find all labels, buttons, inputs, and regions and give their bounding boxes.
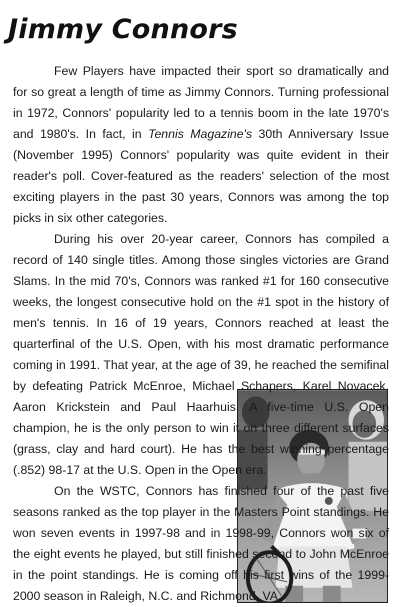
magazine-name: Tennis Magazine's <box>148 127 253 141</box>
article-title: Jimmy Connors <box>8 14 238 45</box>
article-body <box>13 61 389 607</box>
paragraph-career: During his over 20-year career, Connors has compiled a record of 140 single titles. Among those singles victories are Grand Slams. In the mid 70's, Connors was ranked #1 for 160 consecutive weeks, the longest consecutive hold on the #1 spot in the history of men's tennis. In 16 of 19 years, Connors reached at least the quarterfinal of the U.S. Open, with his most dramatic performance coming in 1991. That year, at the age of 39, he reached the semifinal by defeating Patrick McEnroe, Michael Schapers, Karel Novacek, Aaron Krickstein and Paul Haarhuis. A five-time U.S. Open champion, he is the only person to win it on three different surfaces (grass, clay and hard court). He has the best winning percentage (.852) 98-17 at the U.S. Open in the Open era. <box>13 232 389 477</box>
paragraph-wstc: On the WSTC, Connors has finished four of the past five seasons ranked as the top player in the Masters Point standings. He won seven events in 1997-98 and in 1998-99, Connors won six of the eight events he played, but still finished second to John McEnroe in the point standings. He is coming off his first wins of the 1999-2000 season in Raleigh, N.C. and Richmond, VA. <box>13 484 389 603</box>
paragraph-intro: Few Players have impacted their sport so dramatically and for so great a length of time as Jimmy Connors. Turning professional in 1972, Connors' popularity led to a tennis boom in the late 1970's and 1980's. In fact, in Tennis Magazine's 30th Anniversary Issue (November 1995) Connors' popularity was quite evident in their reader's poll. Cover-featured as the readers' selection of the most exciting players in the past 30 years, Connors was among the top picks in six other categories. <box>13 64 390 225</box>
